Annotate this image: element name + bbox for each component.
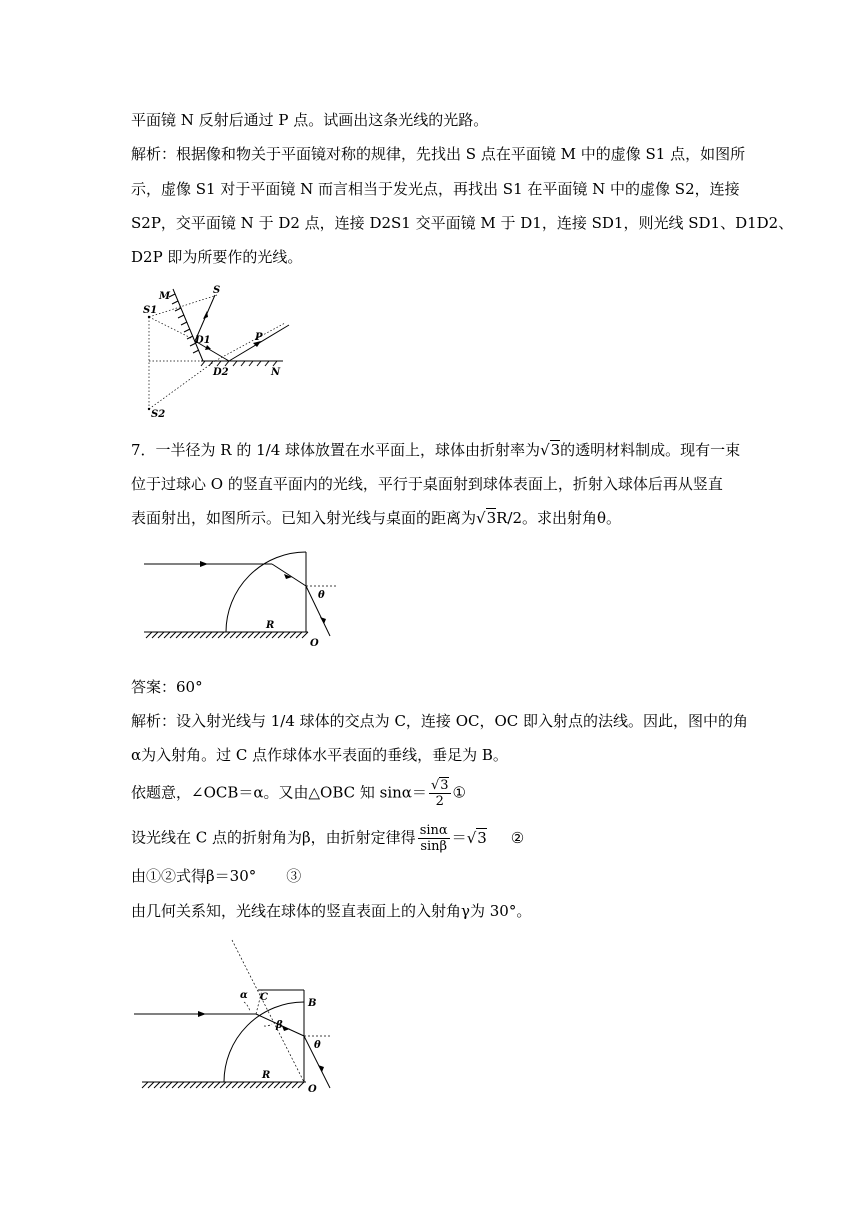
solution-line-2: α为入射角。过 C 点作球体水平表面的垂线，垂足为 B。 — [131, 746, 508, 764]
label-S1: S1 — [143, 305, 158, 316]
label-theta: θ — [318, 590, 325, 601]
label-M: M — [159, 291, 171, 302]
label-O: O — [310, 638, 319, 649]
label-P: P — [255, 332, 263, 343]
label-B: B — [308, 998, 317, 1009]
figure-mirrors — [135, 283, 295, 419]
text-line-4: S2P，交平面镜 N 于 D2 点，连接 D2S1 交平面镜 M 于 D1，连接 SD1，则光线 SD1、D1D2、 — [131, 214, 794, 232]
label-theta: θ — [314, 1040, 321, 1051]
label-R: R — [266, 620, 275, 631]
label-D1: D1 — [195, 335, 211, 346]
ground-hatching — [146, 632, 308, 638]
sqrt-3: √3 — [466, 828, 487, 847]
solution-line-4: 设光线在 C 点的折射角为β，由折射定律得 $\frac{\sin\alpha}{\sin\beta}$ ＝√3 ② — [131, 823, 525, 854]
label-N: N — [271, 367, 281, 378]
sqrt-3: √3 — [540, 441, 561, 459]
question-7-line-2: 位于过球心 O 的竖直平面内的光线，平行于桌面射到球体表面上，折射入球体后再从竖直 — [131, 475, 723, 493]
label-S: S — [213, 285, 221, 296]
label-C: C — [260, 992, 268, 1003]
solution-line-3: 依题意，∠OCB＝α。又由△OBC 知 sinα＝ $\frac{√3}{2}$ ① — [131, 778, 466, 809]
sqrt-3: √3 — [476, 509, 497, 527]
ground-hatching — [142, 1082, 304, 1088]
figure-quarter-sphere — [144, 548, 344, 648]
label-O: O — [308, 1084, 317, 1095]
question-7-line-1: 7．一半径为 R 的 1/4 球体放置在水平面上，球体由折射率为√3的透明材料制成。现有一束 — [131, 441, 741, 459]
label-R: R — [262, 1070, 271, 1081]
solution-line-1: 解析：设入射光线与 1/4 球体的交点为 C，连接 OC，OC 即入射点的法线。因此，图中的角 — [131, 712, 749, 730]
question-7-line-3: 表面射出，如图所示。已知入射光线与桌面的距离为√3R/2。求出射角θ。 — [131, 509, 622, 527]
label-beta: β — [276, 1020, 283, 1031]
text-line-5: D2P 即为所要作的光线。 — [131, 248, 303, 266]
text-line-2: 解析：根据像和物关于平面镜对称的规律，先找出 S 点在平面镜 M 中的虚像 S1 点，如图所 — [131, 145, 746, 163]
mirror-hatching — [169, 294, 277, 366]
text-line-3: 示，虚像 S1 对于平面镜 N 而言相当于发光点，再找出 S1 在平面镜 N 中的虚像 S2，连接 — [131, 180, 740, 198]
solution-line-5: 由①②式得β＝30° ③ — [131, 867, 302, 885]
fraction-sqrt3-over-2: $\frac{√3}{2}$ — [430, 778, 449, 809]
label-D2: D2 — [213, 367, 229, 378]
label-S2: S2 — [151, 409, 166, 420]
fraction-sin-ratio: $\frac{\sin\alpha}{\sin\beta}$ — [419, 823, 448, 854]
label-alpha: α — [240, 990, 248, 1001]
answer-line: 答案：60° — [131, 678, 203, 696]
solution-line-6: 由几何关系知，光线在球体的竖直表面上的入射角γ为 30°。 — [131, 902, 532, 920]
figure-solution — [134, 934, 344, 1094]
text-line-1: 平面镜 N 反射后通过 P 点。试画出这条光线的光路。 — [131, 111, 489, 129]
